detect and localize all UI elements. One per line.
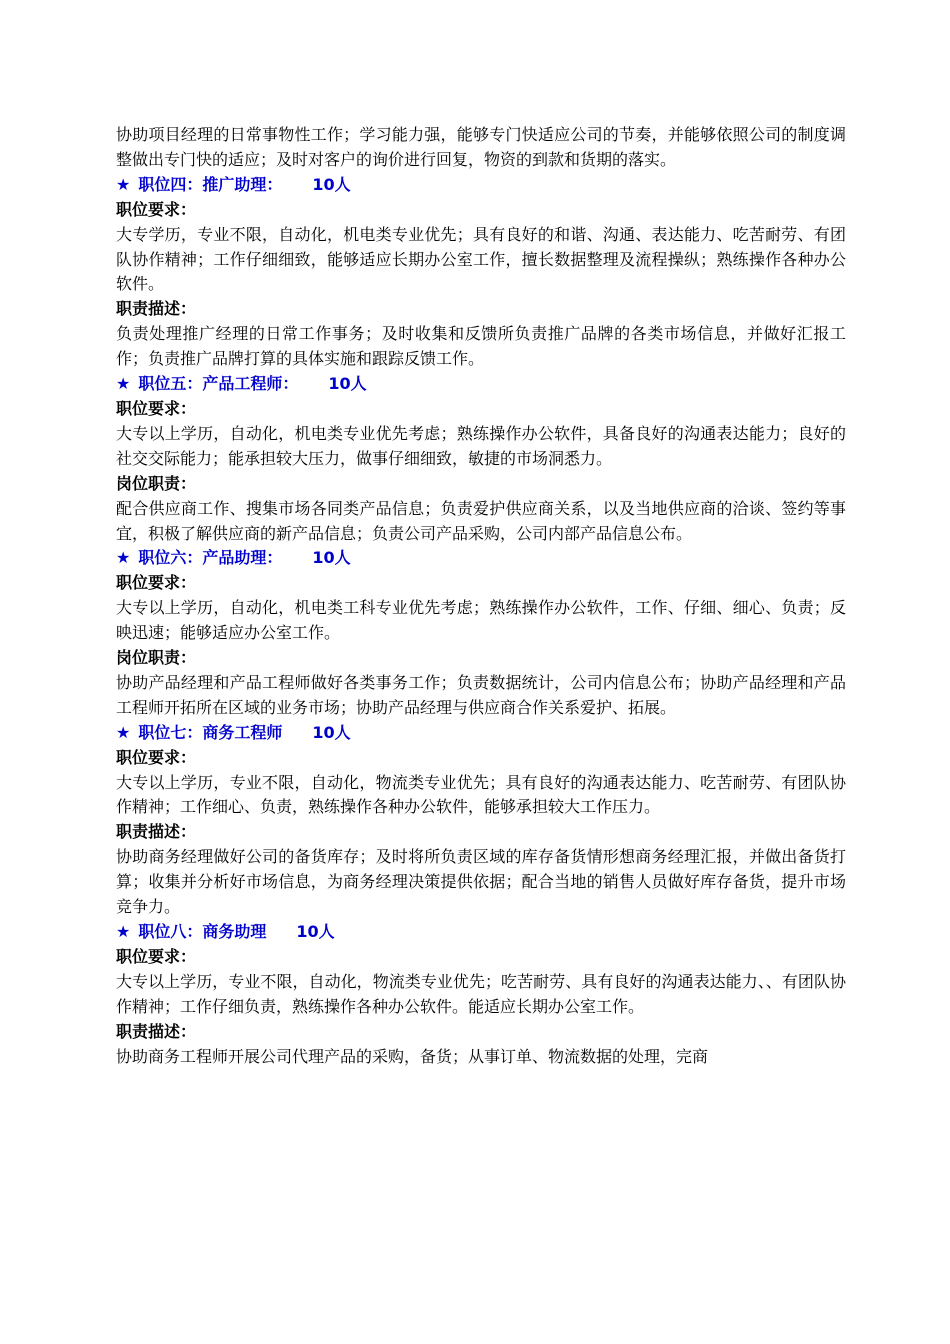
duties-text: 协助商务工程师开展公司代理产品的采购，备货；从事订单、物流数据的处理，完商 [116, 1046, 709, 1066]
position-title: 职位七：商务工程师 [138, 722, 283, 742]
star-icon: ★ [116, 548, 131, 568]
position-heading [116, 721, 846, 746]
position-section [116, 372, 846, 546]
requirements-label: 职位要求： [116, 946, 197, 966]
duties-label: 岗位职责： [116, 648, 197, 668]
intro-paragraph: 协助项目经理的日常事物性工作；学习能力强，能够专门快适应公司的节奏，并能够依照公司的制度调整做出专门快的适应；及时对客户的询价进行回复，物资的到款和货期的落实。 [116, 125, 846, 169]
position-count: 10人 [296, 922, 335, 941]
position-count: 10人 [328, 374, 367, 394]
star-icon: ★ [116, 174, 131, 194]
position-title: 职位八：商务助理 [138, 922, 267, 941]
duties-label: 职责描述： [116, 1021, 197, 1041]
position-heading [116, 546, 846, 571]
requirements-text: 大专以上学历，专业不限，自动化，物流类专业优先；具有良好的沟通表达能力、吃苦耐劳、有团队协作精神；工作细心、负责，熟练操作各种办公软件，能够承担较大工作压力。 [116, 772, 846, 817]
duties-label: 职责描述： [116, 822, 197, 842]
requirements-label: 职位要求： [116, 573, 197, 593]
requirements-label: 职位要求： [116, 398, 197, 418]
requirements-text: 大专以上学历，自动化，机电类工科专业优先考虑；熟练操作办公软件，工作、仔细、细心、负责；反映迅速；能够适应办公室工作。 [116, 598, 846, 643]
duties-label: 岗位职责： [116, 473, 197, 493]
duties-text: 配合供应商工作、搜集市场各同类产品信息；负责爱护供应商关系，以及当地供应商的洽谈、签约等事宜，积极了解供应商的新产品信息；负责公司产品采购，公司内部产品信息公布。 [116, 498, 846, 543]
position-title: 职位四：推广助理： [138, 174, 283, 194]
position-title: 职位五：产品工程师： [138, 374, 299, 394]
position-section [116, 546, 846, 720]
position-section [116, 721, 846, 920]
requirements-label: 职位要求： [116, 747, 197, 767]
duties-label: 职责描述： [116, 299, 197, 319]
position-title: 职位六：产品助理： [138, 548, 283, 568]
position-section [116, 920, 846, 1069]
star-icon: ★ [116, 722, 131, 742]
requirements-text: 大专以上学历，专业不限，自动化，物流类专业优先；吃苦耐劳、具有良好的沟通表达能力、、有团队协作精神；工作仔细负责，熟练操作各种办公软件。能适应长期办公室工作。 [116, 971, 846, 1016]
position-heading [116, 372, 846, 397]
document-page [116, 123, 846, 1069]
position-section [116, 173, 846, 372]
duties-text: 负责处理推广经理的日常工作事务；及时收集和反馈所负责推广品牌的各类市场信息，并做好汇报工作；负责推广品牌打算的具体实施和跟踪反馈工作。 [116, 324, 846, 369]
duties-text: 协助商务经理做好公司的备货库存；及时将所负责区域的库存备货情形想商务经理汇报，并做出备货打算；收集并分析好市场信息，为商务经理决策提供依据；配合当地的销售人员做好库存备货，提升市场竞争力。 [116, 847, 846, 917]
position-count: 10人 [312, 548, 351, 568]
requirements-label: 职位要求： [116, 199, 197, 219]
star-icon: ★ [116, 922, 131, 941]
position-count: 10人 [312, 722, 351, 742]
position-heading [116, 920, 846, 945]
position-heading [116, 173, 846, 198]
duties-text: 协助产品经理和产品工程师做好各类事务工作；负责数据统计，公司内信息公布；协助产品经理和产品工程师开拓所在区域的业务市场；协助产品经理与供应商合作关系爱护、拓展。 [116, 672, 846, 717]
requirements-text: 大专以上学历，自动化，机电类专业优先考虑；熟练操作办公软件，具备良好的沟通表达能力；良好的社交交际能力；能承担较大压力，做事仔细细致，敏捷的市场洞悉力。 [116, 423, 846, 468]
requirements-text: 大专学历，专业不限，自动化，机电类专业优先；具有良好的和谐、沟通、表达能力、吃苦耐劳、有团队协作精神；工作仔细细致，能够适应长期办公室工作，擅长数据整理及流程操纵；熟练操作各种办公软件。 [116, 224, 846, 294]
position-count: 10人 [312, 174, 351, 194]
star-icon: ★ [116, 374, 131, 394]
